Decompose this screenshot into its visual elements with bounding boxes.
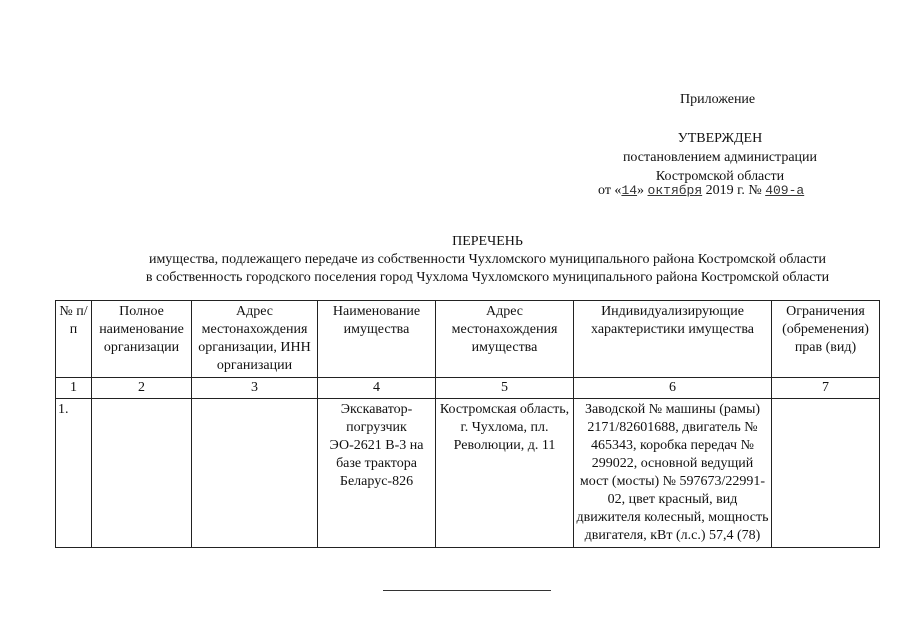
approval-block	[600, 129, 840, 186]
date-year: 2019 г. №	[705, 183, 762, 198]
approval-date-line	[598, 183, 804, 199]
characteristics-cell: Заводской № машины (рамы) 2171/82601688, двигатель № 465343, коробка передач № 299022, основной ведущий мост (мосты) № 597673/22991-02, цвет красный, вид движителя колесный, мощность двигателя, кВт (л.с.) 57,4 (78)	[574, 399, 772, 548]
header-cell-num: № п/п	[56, 301, 92, 378]
column-number-row	[56, 378, 880, 399]
header-cell-property-address: Адрес местонахождения имущества	[436, 301, 574, 378]
property-name-cell: Экскаватор-погрузчик ЭО-2621 В-3 на базе трактора Беларус-826	[318, 399, 436, 548]
date-month: октября	[647, 183, 703, 198]
column-number: 6	[574, 378, 772, 399]
column-number: 2	[92, 378, 192, 399]
header-cell-property-name: Наименование имущества	[318, 301, 436, 378]
title-line-1: имущества, подлежащего передаче из собственности Чухломского муниципального района Костромской области	[148, 252, 827, 267]
title-heading: ПЕРЕЧЕНЬ	[452, 234, 523, 249]
date-prefix: от «	[598, 183, 622, 198]
footer-divider	[383, 590, 551, 591]
column-number: 1	[56, 378, 92, 399]
approved-region: Костромской области	[655, 169, 785, 184]
org-name-cell	[92, 399, 192, 548]
row-number: 1.	[56, 399, 92, 548]
approved-title: УТВЕРЖДЕН	[677, 131, 763, 146]
header-cell-org-address: Адрес местонахождения организации, ИНН организации	[192, 301, 318, 378]
document-title	[60, 233, 905, 287]
property-table	[55, 300, 880, 548]
header-cell-characteristics: Индивидуализирующие характеристики имущества	[574, 301, 772, 378]
restrictions-cell	[772, 399, 880, 548]
appendix-label: Приложение	[680, 92, 756, 107]
decree-number: 409-а	[765, 183, 805, 198]
column-number: 5	[436, 378, 574, 399]
table-row	[56, 399, 880, 548]
approved-by: постановлением администрации	[622, 150, 818, 165]
title-line-2: в собственность городского поселения город Чухлома Чухломского муниципального района Костромской области	[145, 270, 830, 285]
header-cell-org-name: Полное наименование организации	[92, 301, 192, 378]
header-cell-restrictions: Ограничения (обременения) прав (вид)	[772, 301, 880, 378]
date-mid: »	[637, 183, 645, 198]
column-number: 3	[192, 378, 318, 399]
org-address-cell	[192, 399, 318, 548]
property-address-cell: Костромская область, г. Чухлома, пл. Революции, д. 11	[436, 399, 574, 548]
table-header-row	[56, 301, 880, 378]
date-day: 14	[621, 183, 638, 198]
column-number: 4	[318, 378, 436, 399]
column-number: 7	[772, 378, 880, 399]
